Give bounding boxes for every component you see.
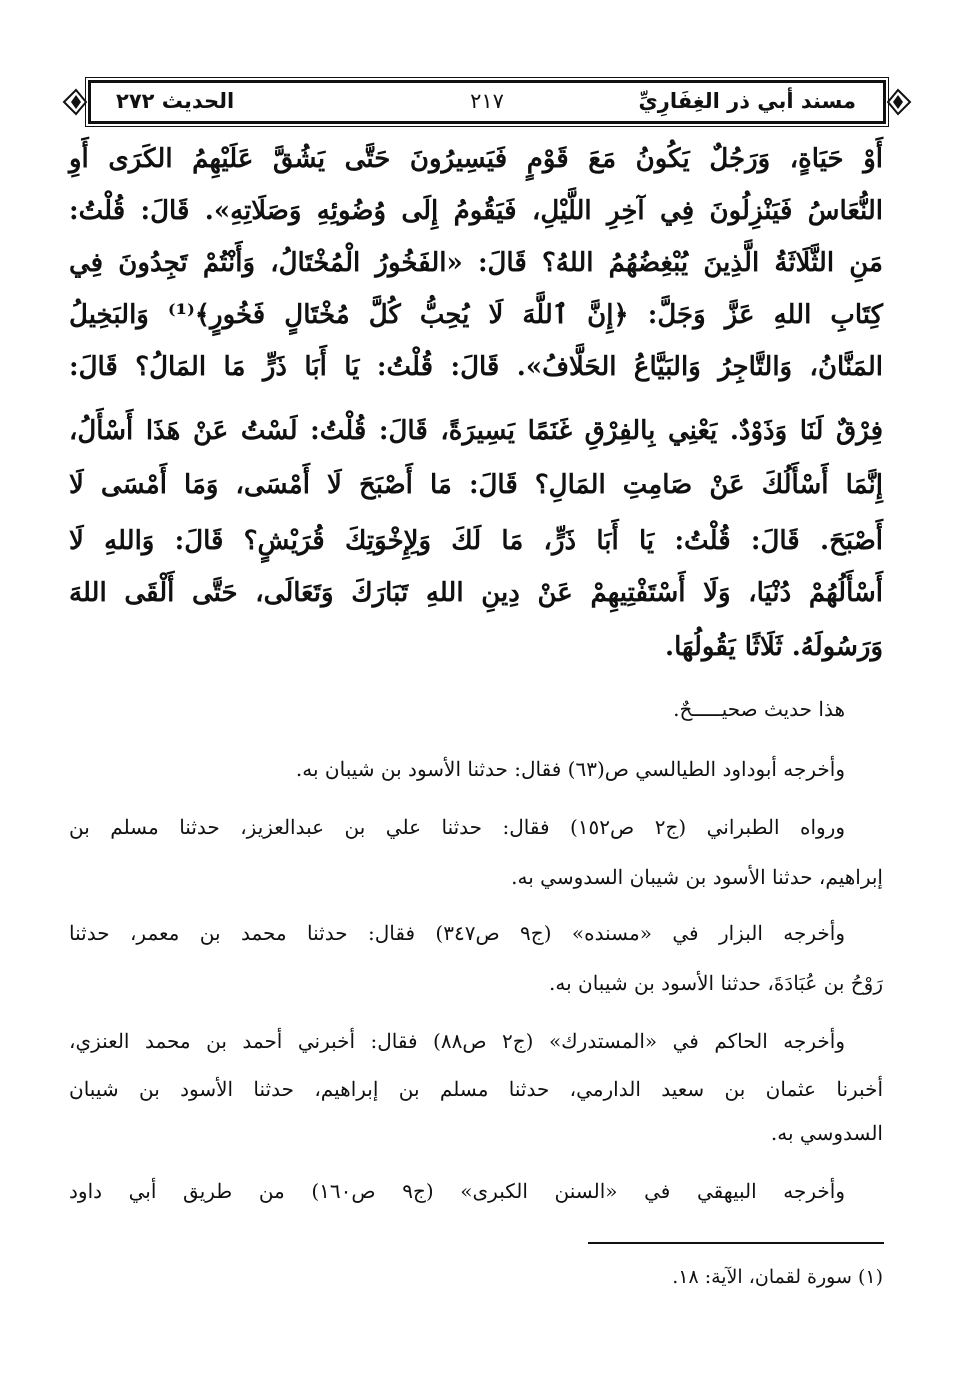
hadith-line: إِنَّمَا أَسْأَلُكَ عَنْ صَامِتِ المَالِ؟ قَالَ: مَا أَصْبَحَ لَا أَمْسَى، وَمَا أَمْسَى لَا [69,470,883,500]
hadith-line: فِرْقٌ لَنَا وَذَوْدٌ. يَعْنِي بِالفِرْقِ غَنَمًا يَسِيرَةً، قَالَ: قُلْتُ: لَسْتُ عَنْ هَذَا أَسْأَلُ، [69,416,883,446]
footnote-divider [588,1242,884,1244]
hadith-line: أَصْبَحَ. قَالَ: قُلْتُ: يَا أَبَا ذَرٍّ، مَا لَكَ وَلِإِخْوَتِكَ قُرَيْشٍ؟ قَالَ: وَاللهِ لَا [69,526,883,556]
hadith-line: النُّعَاسُ فَيَنْزِلُونَ فِي آخِرِ اللَّيْلِ، فَيَقُومُ إِلَى وُضُوئِهِ وَصَلَاتِهِ». قَالَ: قُلْتُ: [69,196,883,226]
hadith-line: المَنَّانُ، وَالتَّاجِرُ وَالبَيَّاعُ الحَلَّافُ». قَالَ: قُلْتُ: يَا أَبَا ذَرٍّ مَا المَالُ؟ قَالَ: [69,352,883,382]
hadith-line: كِتَابِ اللهِ عَزَّ وَجَلَّ: ﴿إِنَّ ٱللَّهَ لَا يُحِبُّ كُلَّ مُخْتَالٍ فَخُورٍ﴾⁽¹⁾ وَالبَخِيلُ [69,300,883,330]
hadith-line: أَوْ حَيَاةٍ، وَرَجُلٌ يَكُونُ مَعَ قَوْمٍ فَيَسِيرُونَ حَتَّى يَشُقَّ عَلَيْهِمُ الكَرَى أَوِ [69,144,883,174]
commentary-line: رَوْحُ بن عُبَادَةَ، حدثنا الأسود بن شيبان به. [549,971,883,995]
book-title: مسند أبي ذر الغِفَارِيِّ [638,89,856,113]
page-number: ٢١٧ [470,89,504,113]
hadith-line: وَرَسُولَهُ. ثَلَاثًا يَقُولُهَا. [665,632,883,662]
commentary-line: وأخرجه أبوداود الطيالسي ص(٦٣) فقال: حدثنا الأسود بن شيبان به. [295,757,845,781]
commentary-line: ورواه الطبراني (ج٢ ص١٥٢) فقال: حدثنا علي بن عبدالعزيز، حدثنا مسلم بن [69,815,846,839]
hadith-line: مَنِ الثَّلَاثَةُ الَّذِينَ يُبْغِضُهُمُ اللهُ؟ قَالَ: «الفَخُورُ الْمُخْتَالُ، وَأَنْتُمْ تَجِدُونَ فِي [69,248,883,278]
grading-line: هذا حديث صحيـــــحٌ. [673,697,845,721]
commentary-line: أخبرنا عثمان بن سعيد الدارمي، حدثنا مسلم بن إبراهيم، حدثنا الأسود بن شيبان [69,1077,883,1101]
commentary-line: وأخرجه البزار في «مسنده» (ج٩ ص٣٤٧) فقال: حدثنا محمد بن معمر، حدثنا [69,921,845,945]
ornament-right-icon [886,86,912,118]
ornament-left-icon [62,86,88,118]
hadith-label: الحديث ٢٧٢ [116,89,235,113]
hadith-line: أَسْأَلُهُمْ دُنْيَا، وَلَا أَسْتَفْتِيهِمْ عَنْ دِينِ اللهِ تَبَارَكَ وَتَعَالَى، حَتَّى أَلْقَى اللهَ [69,578,883,608]
commentary-line: إبراهيم، حدثنا الأسود بن شيبان السدوسي به. [511,865,883,889]
commentary-line: وأخرجه البيهقي في «السنن الكبرى» (ج٩ ص١٦٠) من طريق أبي داود [69,1179,845,1203]
footnote: (١) سورة لقمان، الآية: ١٨. [672,1266,883,1288]
commentary-line: وأخرجه الحاكم في «المستدرك» (ج٢ ص٨٨) فقال: أخبرني أحمد بن محمد العنزي، [69,1029,845,1053]
running-header [88,80,886,124]
commentary-line: السدوسي به. [770,1121,883,1145]
